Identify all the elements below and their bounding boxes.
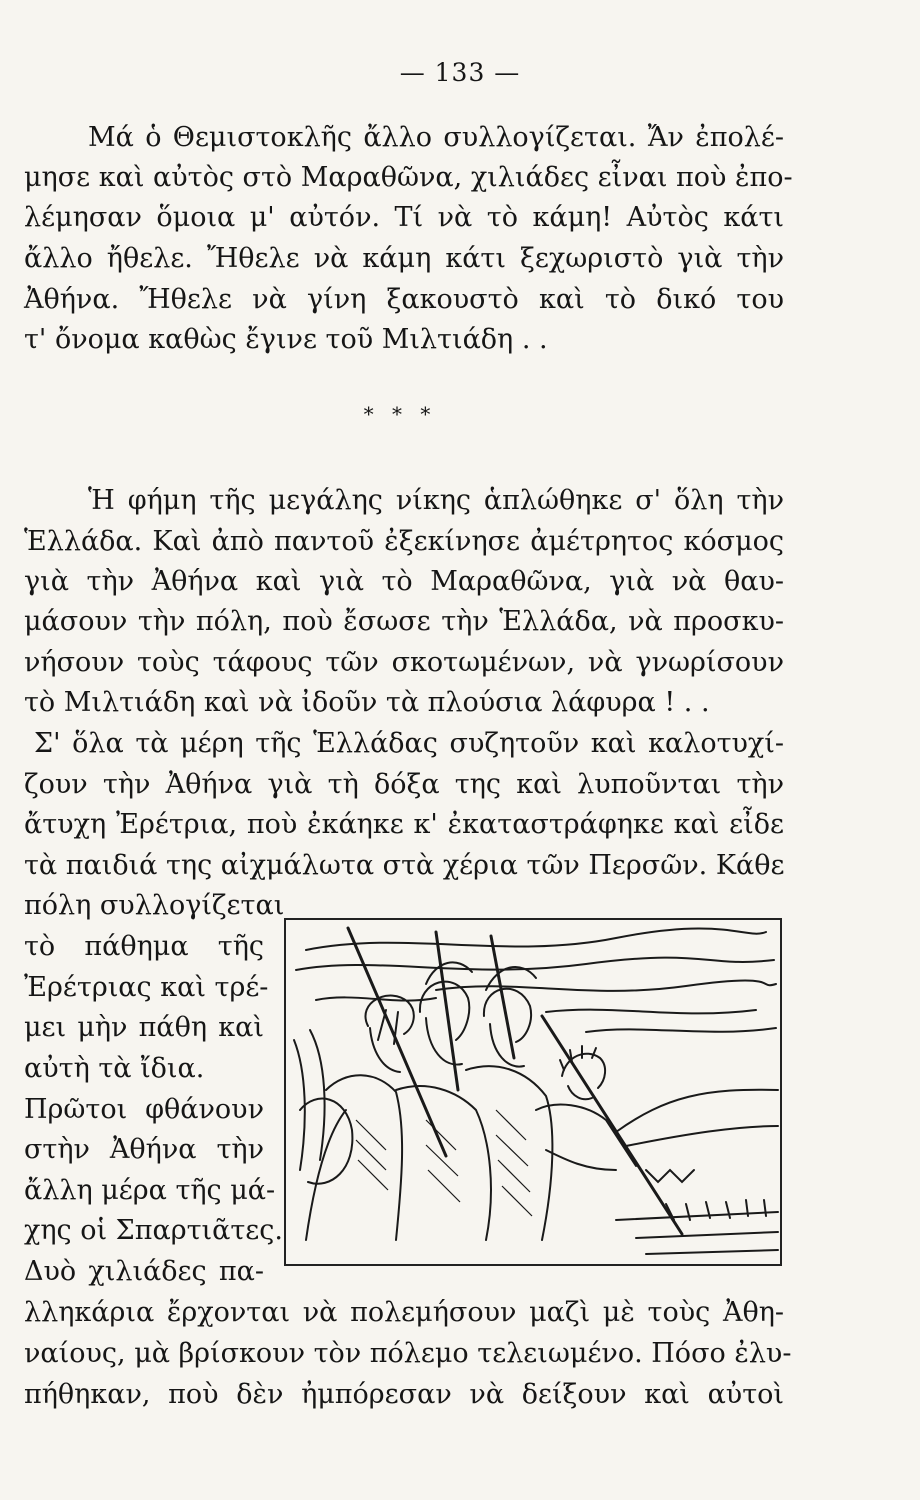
- text-line: Ἡ φήμη τῆς μεγάλης νίκης ἁπλώθηκε σ' ὅλη τὴν: [88, 485, 784, 516]
- text-line: Σ' ὅλα τὰ μέρη τῆς Ἑλλάδας συζητοῦν καὶ καλοτυχί-: [34, 728, 784, 759]
- text-line: τὸ Μιλτιάδη καὶ νὰ ἰδοῦν τὰ πλούσια λάφυρα ! . .: [24, 687, 710, 718]
- text-line: ναίους, μὰ βρίσκουν τὸν πόλεμο τελειωμένο. Πόσο ἐλυ-: [24, 1338, 792, 1369]
- section-separator: * * *: [363, 402, 437, 426]
- text-line: Ἑλλάδα. Καὶ ἀπὸ παντοῦ ἐξεκίνησε ἀμέτρητος κόσμος: [24, 526, 784, 557]
- text-line: τ' ὄνομα καθὼς ἔγινε τοῦ Μιλτιάδη . .: [24, 324, 548, 355]
- text-line: μει μὴν πάθη καὶ: [24, 1012, 264, 1043]
- text-line: Ἐρέτριας καὶ τρέ-: [24, 972, 269, 1003]
- text-line: ἄτυχη Ἐρέτρια, ποὺ ἐκάηκε κ' ἐκαταστράφηκε καὶ εἶδε: [24, 809, 784, 840]
- text-line: Ἀθήνα. Ἤθελε νὰ γίνη ξακουστὸ καὶ τὸ δικό του: [24, 284, 784, 315]
- text-line: ζουν τὴν Ἀθήνα γιὰ τὴ δόξα της καὶ λυποῦνται τὴν: [24, 769, 784, 800]
- text-line: αὐτὴ τὰ ἴδια.: [24, 1053, 205, 1084]
- text-line: ἄλλο ἤθελε. Ἤθελε νὰ κάμη κάτι ξεχωριστὸ γιὰ τὴν: [24, 243, 784, 274]
- text-line: μησε καὶ αὐτὸς στὸ Μαραθῶνα, χιλιάδες εἶναι ποὺ ἐπο-: [24, 162, 793, 193]
- text-line: Πρῶτοι φθάνουν: [24, 1094, 264, 1125]
- text-line: πόλη συλλογίζεται: [24, 890, 285, 921]
- page-number: — 133 —: [399, 58, 521, 87]
- text-line: τὸ πάθημα τῆς: [24, 931, 264, 962]
- text-line: τὰ παιδιά της αἰχμάλωτα στὰ χέρια τῶν Περσῶν. Κάθε: [24, 850, 785, 881]
- text-line: λληκάρια ἔρχονται νὰ πολεμήσουν μαζὶ μὲ τοὺς Ἀθη-: [24, 1297, 784, 1328]
- text-line: λέμησαν ὅμοια μ' αὐτόν. Τί νὰ τὸ κάμη! Αὐτὸς κάτι: [24, 202, 784, 233]
- text-line: νήσουν τοὺς τάφους τῶν σκοτωμένων, νὰ γνωρίσουν: [24, 647, 784, 678]
- warriors-illustration: [284, 918, 782, 1266]
- text-line: γιὰ τὴν Ἀθήνα καὶ γιὰ τὸ Μαραθῶνα, γιὰ νὰ θαυ-: [24, 566, 784, 597]
- text-line: Δυὸ χιλιάδες πα-: [24, 1256, 264, 1287]
- text-line: Μά ὁ Θεμιστοκλῆς ἄλλο συλλογίζεται. Ἄν ἐπολέ-: [88, 122, 784, 153]
- text-line: μάσουν τὴν πόλη, ποὺ ἔσωσε τὴν Ἑλλάδα, νὰ προσκυ-: [24, 606, 784, 637]
- text-line: στὴν Ἀθήνα τὴν: [24, 1134, 264, 1165]
- text-line: χης οἱ Σπαρτιᾶτες.: [24, 1215, 283, 1246]
- text-line: ἄλλη μέρα τῆς μά-: [24, 1175, 276, 1206]
- text-line: πήθηκαν, ποὺ δὲν ἠμπόρεσαν νὰ δείξουν καὶ αὐτοὶ: [24, 1379, 784, 1410]
